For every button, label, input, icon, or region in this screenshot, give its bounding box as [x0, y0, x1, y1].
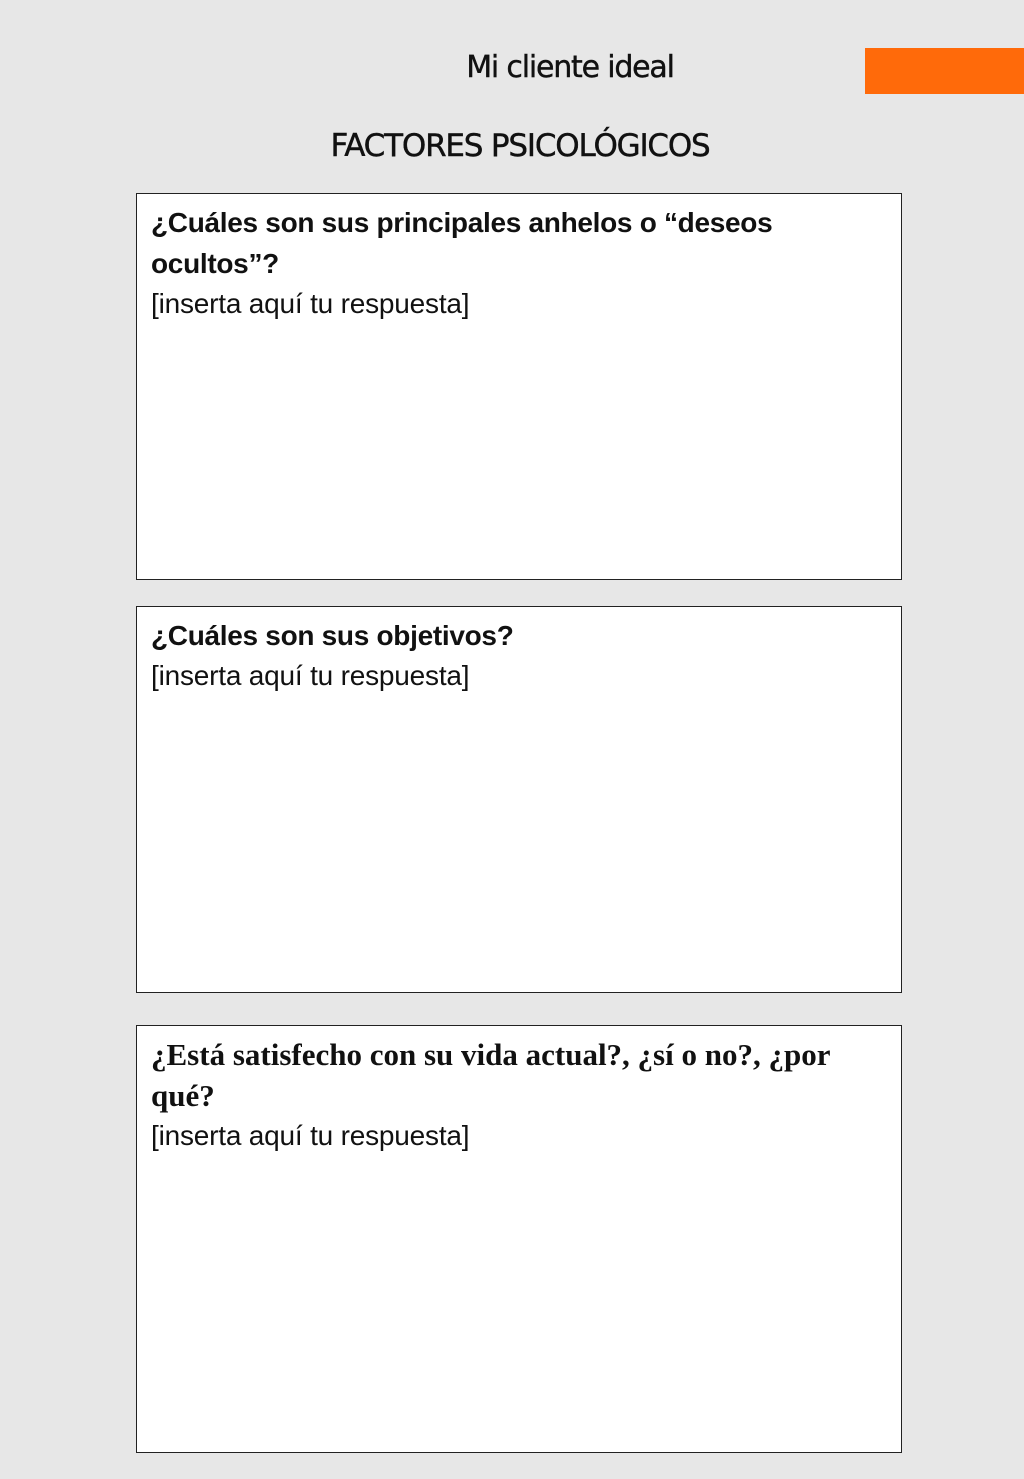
answer-field[interactable]: [inserta aquí tu respuesta] [151, 288, 470, 319]
question-box-desires [136, 193, 902, 580]
question-text: ¿Está satisfecho con su vida actual?, ¿sí o no?, ¿por qué? [151, 1037, 830, 1113]
question-text: ¿Cuáles son sus principales anhelos o “deseos ocultos”? [151, 207, 773, 279]
answer-field[interactable]: [inserta aquí tu respuesta] [151, 1120, 470, 1151]
orange-accent-tab [865, 48, 1024, 94]
question-text: ¿Cuáles son sus objetivos? [151, 620, 514, 651]
section-title: FACTORES PSICOLÓGICOS [330, 128, 710, 164]
answer-field[interactable]: [inserta aquí tu respuesta] [151, 660, 470, 691]
question-box-satisfaction [136, 1025, 902, 1453]
question-box-objectives [136, 606, 902, 993]
page-title: Mi cliente ideal [466, 50, 674, 85]
